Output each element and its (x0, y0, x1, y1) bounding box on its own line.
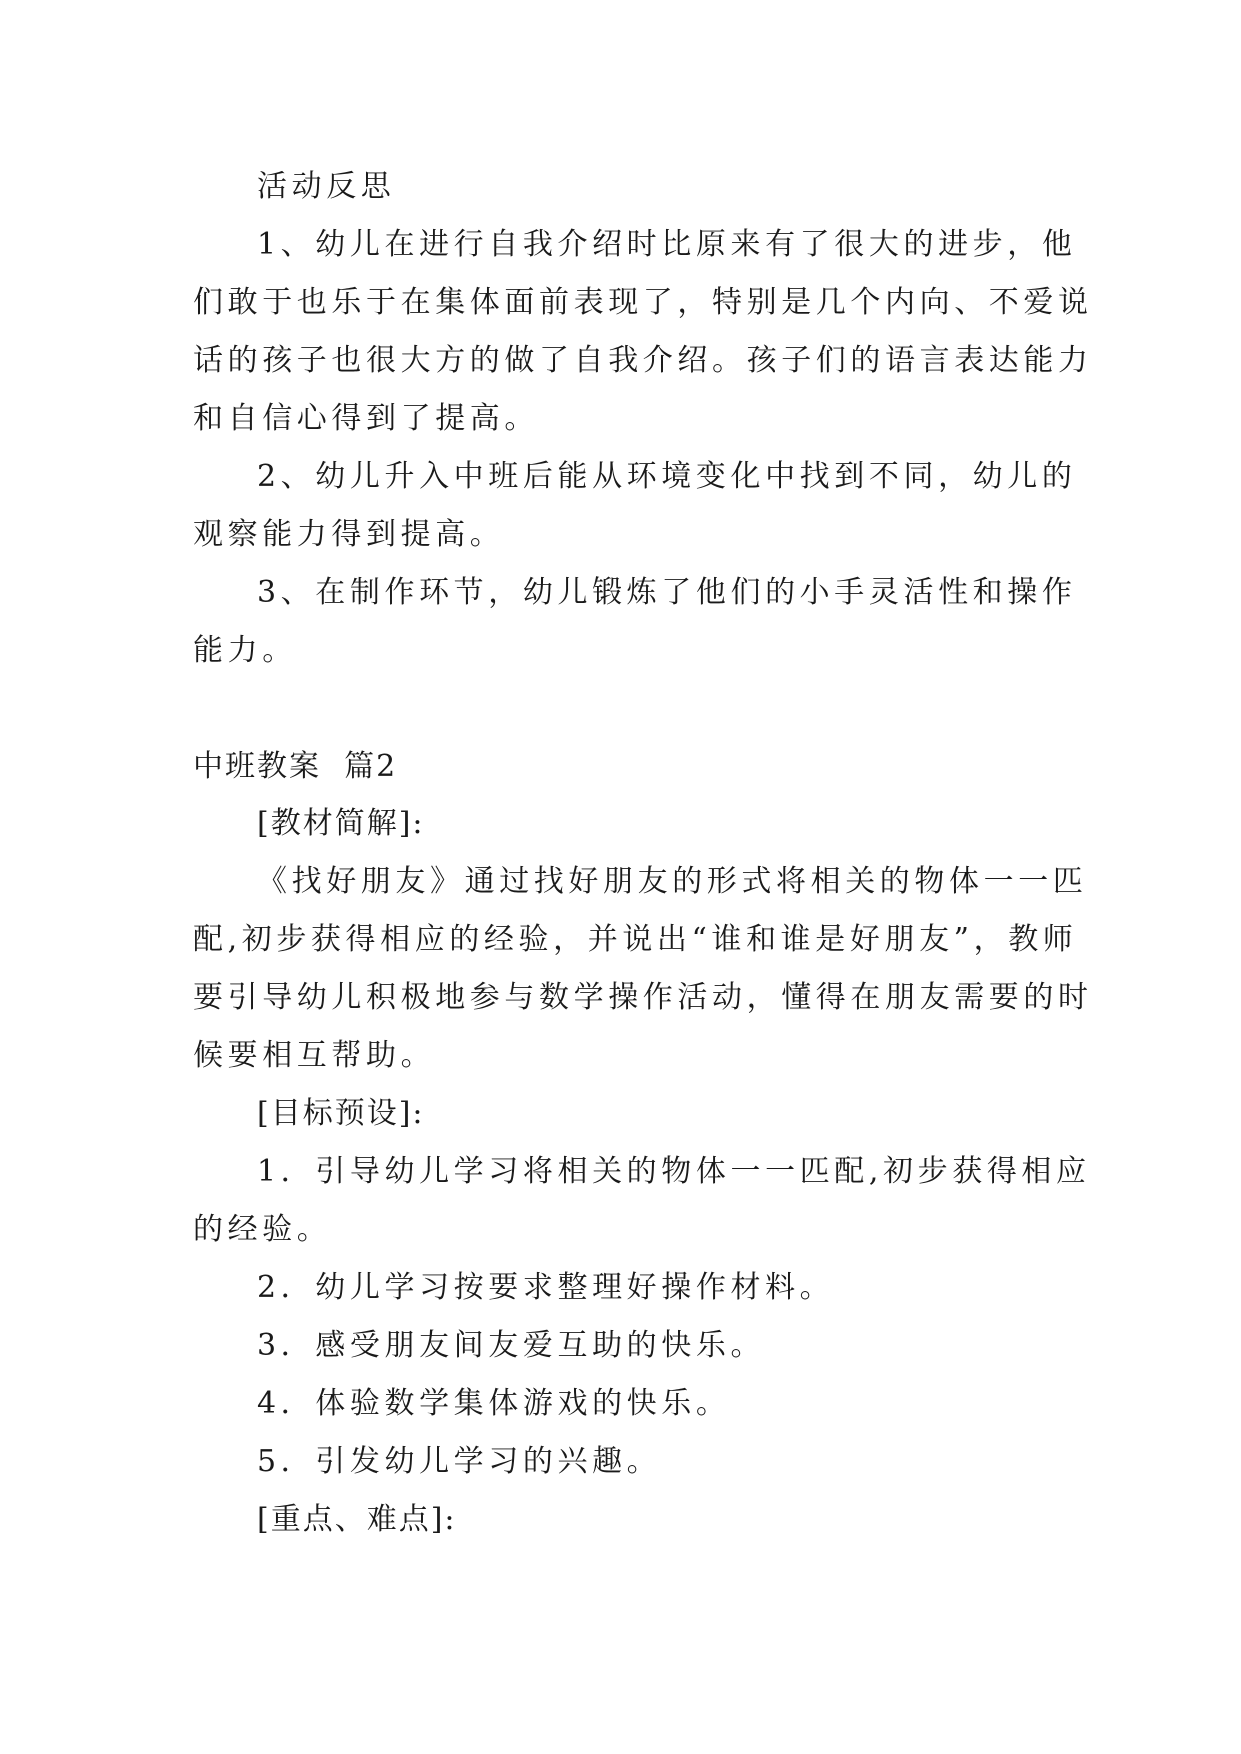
goal-line: 2．幼儿学习按要求整理好操作材料。 (257, 1270, 835, 1305)
paragraph-line: 3、在制作环节，幼儿锻炼了他们的小手灵活性和操作 (257, 575, 1077, 610)
paragraph-line: 配,初步获得相应的经验，并说出“谁和谁是好朋友”，教师 (193, 922, 1078, 957)
paragraph-line: 观察能力得到提高。 (193, 517, 505, 552)
goal-line: 4．体验数学集体游戏的快乐。 (257, 1386, 731, 1421)
paragraph-line: 能力。 (193, 633, 297, 668)
paragraph-line: 《找好朋友》通过找好朋友的形式将相关的物体一一匹 (257, 864, 1088, 899)
paragraph-line: 们敢于也乐于在集体面前表现了，特别是几个内向、不爱说 (193, 285, 1093, 320)
key-heading: [重点、难点]: (257, 1502, 457, 1537)
goal-line: 3．感受朋友间友爱互助的快乐。 (257, 1328, 766, 1363)
goal-line: 5．引发幼儿学习的兴趣。 (257, 1444, 662, 1479)
paragraph-line: 要引导幼儿积极地参与数学操作活动，懂得在朋友需要的时 (193, 980, 1093, 1015)
paragraph-line: 候要相互帮助。 (193, 1038, 436, 1073)
material-heading: [教材简解]: (257, 806, 425, 841)
reflection-title: 活动反思 (257, 169, 396, 204)
paragraph-line: 和自信心得到了提高。 (193, 401, 539, 436)
paragraph-line: 1、幼儿在进行自我介绍时比原来有了很大的进步，他 (257, 227, 1077, 262)
paragraph-line: 2、幼儿升入中班后能从环境变化中找到不同，幼儿的 (257, 459, 1077, 494)
section-title: 中班教案 篇2 (193, 749, 398, 784)
paragraph-line: 话的孩子也很大方的做了自我介绍。孩子们的语言表达能力 (193, 343, 1093, 378)
goal-line: 1．引导幼儿学习将相关的物体一一匹配,初步获得相应 (257, 1154, 1091, 1189)
goal-line: 的经验。 (193, 1212, 332, 1247)
goals-heading: [目标预设]: (257, 1096, 425, 1131)
